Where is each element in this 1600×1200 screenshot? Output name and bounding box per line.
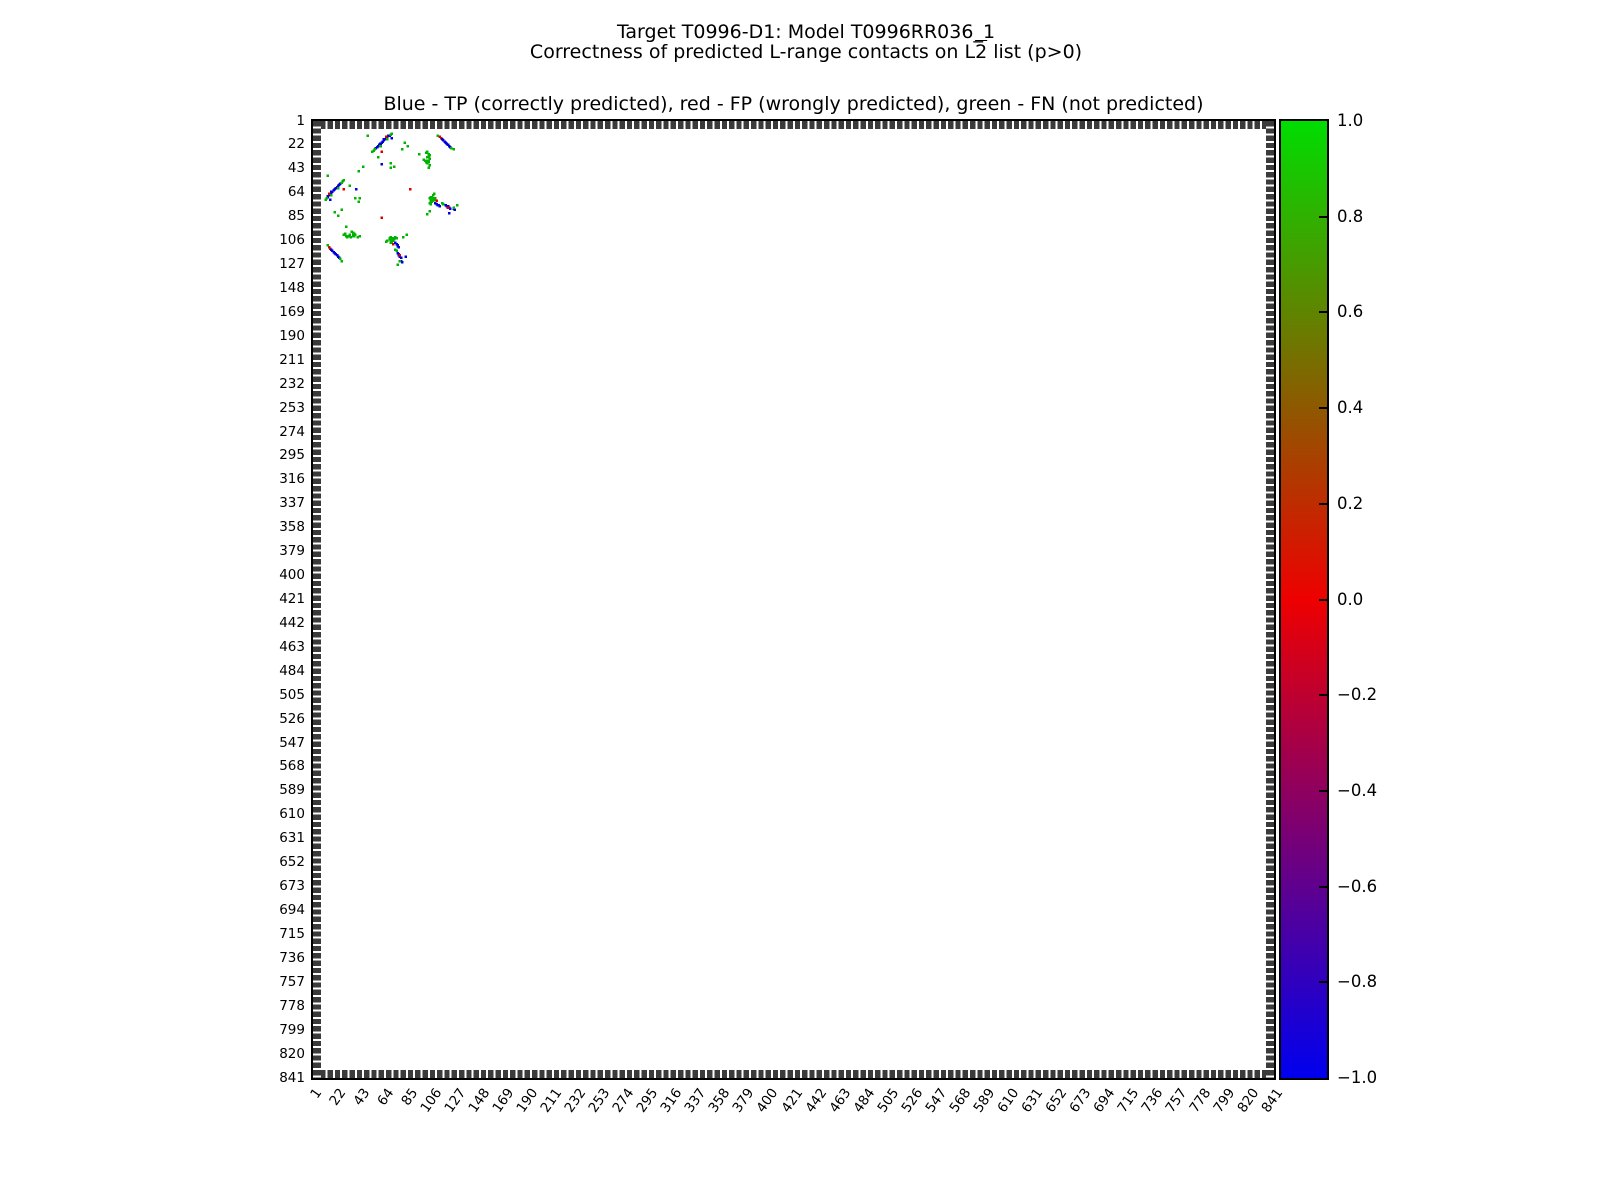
y-tick-label: 652 xyxy=(279,854,305,871)
colorbar-tick-label: 0.8 xyxy=(1337,206,1364,226)
contact-point-g xyxy=(442,203,445,206)
contact-point-b xyxy=(449,207,452,210)
contact-point-g xyxy=(452,148,455,151)
x-tick-label: 589 xyxy=(970,1085,998,1116)
contact-point-g xyxy=(396,263,399,266)
x-tick-label: 631 xyxy=(1018,1085,1047,1116)
colorbar-tick xyxy=(1319,503,1327,505)
x-tick-label: 820 xyxy=(1234,1085,1263,1116)
contact-point-b xyxy=(355,188,358,191)
contact-point-r xyxy=(380,151,383,154)
contact-point-g xyxy=(385,241,388,244)
contact-point-b xyxy=(439,205,442,208)
y-tick-label: 820 xyxy=(279,1045,305,1062)
figure-title-line1: Target T0996-D1: Model T0996RR036_1 xyxy=(616,21,996,43)
x-tick-label: 547 xyxy=(922,1085,950,1116)
y-tick-label: 715 xyxy=(279,925,305,942)
y-tick-label: 610 xyxy=(279,806,305,823)
contact-point-g xyxy=(340,181,343,184)
y-tick-label: 736 xyxy=(279,949,305,966)
y-tick-label: 127 xyxy=(279,256,305,273)
figure-title-line2 xyxy=(0,43,1600,62)
x-tick-label: 148 xyxy=(465,1085,494,1116)
contact-point-r xyxy=(399,254,402,257)
y-tick-label: 505 xyxy=(279,686,305,703)
y-tick-label: 253 xyxy=(279,399,305,416)
x-tick-label: 22 xyxy=(326,1085,350,1109)
x-tick-label: 568 xyxy=(946,1085,974,1116)
contact-point-b xyxy=(448,212,451,215)
y-tick-label: 400 xyxy=(279,567,305,584)
colorbar-tick-label: 0.0 xyxy=(1337,589,1364,609)
contact-point-g xyxy=(430,203,433,206)
x-tick-label: 127 xyxy=(441,1085,470,1116)
contact-point-g xyxy=(354,197,357,200)
x-tick-label: 673 xyxy=(1066,1085,1095,1116)
colorbar-tick-label: 0.6 xyxy=(1337,302,1364,322)
contact-point-b xyxy=(380,163,383,166)
contact-point-g xyxy=(426,156,429,159)
x-tick-label: 715 xyxy=(1114,1085,1143,1116)
y-tick-label: 463 xyxy=(279,638,305,655)
x-tick-label: 316 xyxy=(657,1085,686,1116)
x-tick-label: 253 xyxy=(585,1085,614,1116)
contact-point-b xyxy=(329,198,332,201)
contact-point-g xyxy=(359,197,362,200)
colorbar-tick-label: −0.4 xyxy=(1337,780,1378,800)
contact-point-b xyxy=(398,246,401,249)
contact-points-layer xyxy=(313,121,1274,1078)
x-tick-label: 64 xyxy=(374,1085,398,1109)
y-tick-label: 85 xyxy=(287,208,305,225)
x-tick-label: 106 xyxy=(417,1085,446,1116)
y-tick-label: 211 xyxy=(279,351,305,368)
contact-point-b xyxy=(454,209,457,212)
x-tick-label: 85 xyxy=(398,1085,422,1109)
contact-point-g xyxy=(330,194,333,197)
contact-point-r xyxy=(447,206,450,209)
y-tick-label: 358 xyxy=(279,519,305,536)
x-tick-label: 274 xyxy=(609,1085,638,1116)
contact-point-g xyxy=(367,135,370,138)
contact-point-g xyxy=(428,157,431,160)
contact-point-b xyxy=(401,261,404,264)
contact-point-g xyxy=(362,165,365,168)
y-tick-label: 442 xyxy=(279,614,305,631)
y-tick-label: 631 xyxy=(279,830,305,847)
contact-point-g xyxy=(349,236,352,239)
x-tick-label: 463 xyxy=(825,1085,854,1116)
contact-point-g xyxy=(324,198,327,201)
contact-point-g xyxy=(390,162,393,165)
y-tick-label: 232 xyxy=(279,375,305,392)
y-tick-label: 778 xyxy=(279,997,305,1014)
y-tick-label: 43 xyxy=(287,160,305,177)
colorbar-tick-label: 0.2 xyxy=(1337,493,1364,513)
y-tick-label: 484 xyxy=(279,662,305,679)
x-tick-label: 337 xyxy=(681,1085,710,1116)
contact-point-b xyxy=(391,137,394,140)
x-tick-label: 379 xyxy=(729,1085,758,1116)
y-tick-label: 421 xyxy=(279,591,305,607)
x-tick-label: 610 xyxy=(994,1085,1023,1116)
colorbar-tick-label: −0.2 xyxy=(1337,685,1378,705)
contact-point-g xyxy=(345,226,348,229)
colorbar-tick xyxy=(1319,311,1327,313)
contact-point-g xyxy=(327,174,330,177)
x-tick-label: 43 xyxy=(350,1085,374,1109)
contact-point-g xyxy=(399,260,402,263)
x-tick-label: 799 xyxy=(1210,1085,1239,1116)
y-tick-label: 22 xyxy=(287,136,305,153)
y-tick-label: 547 xyxy=(279,734,305,751)
contact-point-g xyxy=(395,250,398,253)
x-tick-label: 295 xyxy=(633,1085,662,1116)
contact-point-g xyxy=(427,166,430,169)
contact-point-r xyxy=(328,193,331,196)
contact-point-g xyxy=(433,193,436,196)
contact-point-g xyxy=(339,258,342,261)
x-tick-label: 232 xyxy=(561,1085,590,1116)
x-tick-label: 484 xyxy=(849,1085,878,1116)
x-tick-label: 526 xyxy=(898,1085,926,1116)
colorbar-tick xyxy=(1319,886,1327,888)
y-tick-label: 337 xyxy=(279,495,305,512)
colorbar-tick-label: 0.4 xyxy=(1337,398,1364,418)
x-tick-label: 421 xyxy=(777,1085,806,1116)
y-tick-label: 106 xyxy=(279,232,305,249)
contact-point-g xyxy=(333,211,336,214)
title2-L-half-overline: 2 xyxy=(975,41,988,63)
contact-point-r xyxy=(385,136,388,139)
y-tick-label: 526 xyxy=(279,710,305,727)
y-tick-label: 274 xyxy=(279,423,305,440)
y-tick-label: 694 xyxy=(279,902,305,919)
contact-point-g xyxy=(452,206,455,209)
contact-point-g xyxy=(426,151,429,154)
x-tick-label: 442 xyxy=(801,1085,830,1116)
contact-point-g xyxy=(456,204,459,207)
contact-point-g xyxy=(337,187,340,190)
contact-point-g xyxy=(348,185,351,188)
y-tick-label: 379 xyxy=(279,543,305,560)
colorbar-tick-label: 1.0 xyxy=(1337,111,1364,130)
y-tick-label: 295 xyxy=(279,447,305,464)
contact-point-g xyxy=(353,235,356,238)
colorbar-tick xyxy=(1319,407,1327,409)
contact-point-g xyxy=(427,161,430,164)
y-tick-label: 589 xyxy=(279,782,305,799)
colorbar-tick-label: −0.6 xyxy=(1337,876,1378,896)
y-tick-label: 64 xyxy=(287,184,305,201)
colorbar-tick xyxy=(1319,790,1327,792)
y-tick-label: 841 xyxy=(279,1069,305,1086)
contact-point-g xyxy=(374,148,377,151)
contact-point-b xyxy=(404,255,407,258)
contact-point-g xyxy=(377,156,380,159)
contact-point-g xyxy=(391,132,394,135)
x-tick-label: 1 xyxy=(307,1085,326,1102)
colorbar-tick-label: −1.0 xyxy=(1337,1068,1378,1087)
x-tick-label: 211 xyxy=(537,1085,566,1116)
x-tick-label: 190 xyxy=(513,1085,542,1116)
y-tick-label: 799 xyxy=(279,1021,305,1038)
contact-point-g xyxy=(386,138,389,141)
contact-point-g xyxy=(379,145,382,148)
y-tick-label: 169 xyxy=(279,303,305,320)
title2-prefix: Correctness of predicted L-range contacts on L xyxy=(529,41,976,63)
contact-point-g xyxy=(358,170,361,173)
x-tick-label: 652 xyxy=(1042,1085,1071,1116)
contact-point-g xyxy=(406,234,409,237)
contact-point-b xyxy=(400,256,403,259)
contact-point-g xyxy=(418,153,421,156)
title2-suffix: list (p>0) xyxy=(987,41,1083,63)
x-tick-label: 736 xyxy=(1138,1085,1167,1116)
contact-point-g xyxy=(390,166,393,169)
contact-point-g xyxy=(428,164,431,167)
contact-point-g xyxy=(428,210,431,213)
y-tick-label: 757 xyxy=(279,973,305,990)
contact-point-r xyxy=(380,217,383,220)
y-tick-label: 673 xyxy=(279,878,305,895)
contact-point-g xyxy=(348,234,351,237)
y-tick-label: 148 xyxy=(279,279,305,296)
contact-point-r xyxy=(392,243,395,246)
contact-point-g xyxy=(358,201,361,204)
contact-point-g xyxy=(337,214,340,217)
contact-point-g xyxy=(340,260,343,263)
contact-point-g xyxy=(392,239,395,242)
contact-point-g xyxy=(401,148,404,151)
contact-point-g xyxy=(340,209,343,212)
x-tick-label: 841 xyxy=(1258,1085,1287,1116)
colorbar-tick xyxy=(1319,599,1327,601)
contact-point-g xyxy=(390,242,393,245)
x-tick-label: 694 xyxy=(1090,1085,1119,1116)
contact-point-g xyxy=(395,237,398,240)
contact-point-g xyxy=(402,236,405,239)
colorbar-tick xyxy=(1319,694,1327,696)
y-tick-label: 190 xyxy=(279,327,305,344)
y-tick-label: 316 xyxy=(279,471,305,488)
contact-point-g xyxy=(450,147,453,150)
x-tick-label: 169 xyxy=(489,1085,518,1116)
x-tick-label: 358 xyxy=(705,1085,734,1116)
y-tick-label: 568 xyxy=(279,758,305,775)
x-tick-label: 505 xyxy=(873,1085,902,1116)
contact-point-g xyxy=(359,235,362,238)
x-tick-label: 757 xyxy=(1162,1085,1191,1116)
contact-point-g xyxy=(356,236,359,239)
contact-point-g xyxy=(434,197,437,200)
axes-title-legend: Blue - TP (correctly predicted), red - FP (wrongly predicted), green - FN (not predicted) xyxy=(383,93,1204,115)
contact-point-g xyxy=(393,165,396,168)
x-tick-label: 778 xyxy=(1186,1085,1215,1116)
contact-point-g xyxy=(426,213,429,216)
y-tick-label: 1 xyxy=(296,112,305,129)
contact-point-r xyxy=(435,199,438,202)
contact-point-g xyxy=(432,199,435,202)
colorbar xyxy=(1279,119,1329,1080)
contact-point-r xyxy=(343,188,346,191)
colorbar-tick-label: −0.8 xyxy=(1337,972,1378,992)
contact-point-g xyxy=(327,244,330,247)
contact-point-r xyxy=(409,188,412,191)
colorbar-tick xyxy=(1319,981,1327,983)
contact-point-g xyxy=(403,141,406,144)
colorbar-tick xyxy=(1319,216,1327,218)
contact-point-g xyxy=(407,145,410,148)
contact-point-g xyxy=(436,135,439,138)
contact-point-g xyxy=(343,234,346,237)
x-tick-label: 400 xyxy=(753,1085,782,1116)
